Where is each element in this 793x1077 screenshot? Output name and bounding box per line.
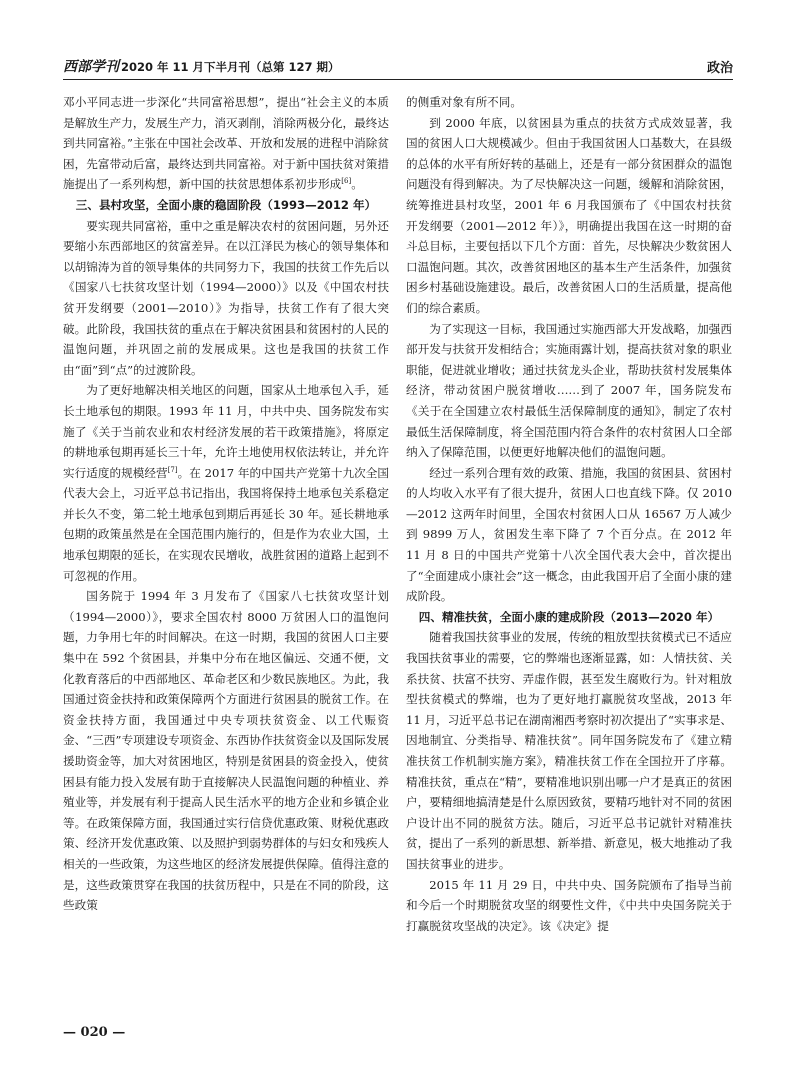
paragraph: 邓小平同志进一步深化“共同富裕思想”，提出“社会主义的本质是解放生产力，发展生产力，消灭剥削，消除两极分化，最终达到共同富裕。”主张在中国社会改革、开放和发展的进程中消除贫困，先富带动后富，最终达到共同富裕。对于新中国扶贫对策措施提出了一系列构想，新中国的扶贫思想体系初步形成[6]。 — [63, 95, 389, 192]
paragraph: 为了实现这一目标，我国通过实施西部大开发战略，加强西部开发与扶贫开发相结合；实施雨露计划，提高扶贫对象的职业职能，促进就业增收；通过扶贫龙头企业，帮助扶贫村发展集体经济，带动贫困户脱贫增收……到了 2007 年，国务院发布《关于在全国建立农村最低生活保障制度的通知》，制定了农村最低生活保障制度，将全国范围内符合条件的农村贫困人口全部纳入了保障范围，以便更好地解决他们的温饱问题。 — [406, 321, 732, 460]
left-column — [63, 92, 389, 1022]
citation-ref: [6] — [341, 177, 352, 186]
paragraph: 经过一系列合理有效的政策、措施，我国的贫困县、贫困村的人均收入水平有了很大提升，贫困人口也直线下降。仅 2010—2012 这两年时间里，全国农村贫困人口从 16567 万人减少到 9899 万人，贫困发生率下降了 7 个百分点。在 2012 年 11 月 8 日的中国共产党第十八次全国代表大会中，首次提出了“全面建成小康社会”这一概念，由此我国开启了全面小康的建成阶段。 — [406, 465, 732, 604]
journal-logo: 西部学刊 — [63, 59, 119, 75]
section-heading: 四、精准扶贫，全面小康的建成阶段（2013—2020 年） — [418, 609, 720, 624]
citation-ref: [7] — [167, 465, 178, 474]
paragraph: 要实现共同富裕，重中之重是解决农村的贫困问题，另外还要缩小东西部地区的贫富差异。在以江泽民为核心的领导集体和以胡锦涛为首的领导集体的共同努力下，我国的扶贫工作先后以《国家八七扶贫攻坚计划（1994—2000）》以及《中国农村扶贫开发纲要（2001—2010）》为指导，扶贫工作有了很大突破。此阶段，我国扶贫的重点在于解决贫困县和贫困村的人民的温饱问题，并巩固之前的发展成果。这也是我国的扶贫工作由“面”到“点”的过渡阶段。 — [63, 218, 389, 377]
header-left — [63, 56, 340, 76]
page-header — [63, 54, 733, 80]
section-name: 政治 — [706, 61, 733, 76]
right-column — [406, 92, 732, 1022]
paragraph: 为了更好地解决相关地区的问题，国家从土地承包入手，延长土地承包的期限。1993 年 11 月，中共中央、国务院发布实施了《关于当前农业和农村经济发展的若干政策措施》，将原定的耕地承包期再延长三十年，允许土地使用权依法转让，并允许实行适度的规模经营[7]。在 2017 年的中国共产党第十九次全国代表大会上，习近平总书记指出，我国将保持土地承包关系稳定并长久不变，第二轮土地承包到期后再延长 30 年。延长耕地承包期的政策虽然是在全国范围内施行的，但是作为农业大国，土地承包期限的延长，在实现农民增收，战胜贫困的道路上起到不可忽视的作用。 — [63, 383, 389, 583]
section-heading: 三、县村攻坚，全面小康的稳固阶段（1993—2012 年） — [75, 197, 377, 212]
paragraph: 的侧重对象有所不同。 — [406, 95, 522, 109]
paragraph: 2015 年 11 月 29 日，中共中央、国务院颁布了指导当前和今后一个时期脱贫攻坚的纲要性文件，《中共中央国务院关于打赢脱贫攻坚战的决定》。该《决定》提 — [406, 877, 732, 933]
paragraph: 随着我国扶贫事业的发展，传统的粗放型扶贫模式已不适应我国扶贫事业的需要，它的弊端也逐渐显露，如：人情扶贫、关系扶贫、扶富不扶穷、弄虚作假，甚至发生腐败行为。针对粗放型扶贫模式的弊端，也为了更好地打赢脱贫攻坚战，2013 年 11 月，习近平总书记在湖南湘西考察时初次提出了“实事求是、因地制宜、分类指导、精准扶贫”。同年国务院发布了《建立精准扶贫工作机制实施方案》，精准扶贫工作在全国拉开了序幕。精准扶贫，重点在“精”，要精准地识别出哪一户才是真正的贫困户，要精细地搞清楚是什么原因致贫，要精巧地针对不同的贫困户设计出不同的脱贫方法。随后，习近平总书记就针对精准扶贫，提出了一系列的新思想、新举措、新意见，极大地推动了我国扶贫事业的进步。 — [406, 630, 732, 871]
issue-info: 2020 年 11 月下半月刊（总第 127 期） — [121, 60, 340, 74]
paragraph: 到 2000 年底，以贫困县为重点的扶贫方式成效显著，我国的贫困人口大规模减少。但由于我国贫困人口基数大，在县级的总体的水平有所好转的基础上，还是有一部分贫困群众的温饱问题没有得到解决。为了尽快解决这一问题，缓解和消除贫困，统筹推进县村攻坚，2001 年 6 月我国颁布了《中国农村扶贫开发纲要（2001—2012 年）》，明确提出我国在这一时期的奋斗总目标，主要包括以下几个方面：首先，尽快解决少数贫困人口温饱问题。其次，改善贫困地区的基本生产生活条件，加强贫困乡村基础设施建设。最后，改善贫困人口的生活质量，提高他们的综合素质。 — [406, 115, 732, 315]
paragraph: 国务院于 1994 年 3 月发布了《国家八七扶贫攻坚计划（1994—2000）》，要求全国农村 8000 万贫困人口的温饱问题，力争用七年的时间解决。在这一时期，我国的贫困人口主要集中在 592 个贫困县，并集中分布在地区偏远、交通不便，文化教育落后的中西部地区、革命老区和少数民族地区。为此，我国通过资金扶持和政策保障两个方面进行贫困县的脱贫工作。在资金扶持方面，我国通过中央专项扶贫资金、以工代赈资金、“三西”专项建设专项资金、东西协作扶贫资金以及国际发展援助资金等，加大对贫困地区，特别是贫困县的资金投入，使贫困县有能力投入发展有助于直接解决人民温饱问题的种植业、养殖业等，并发展有利于提高人民生活水平的地方企业和乡镇企业等。在政策保障方面，我国通过实行信贷优惠政策、财税优惠政策、经济开发优惠政策、以及照护到弱势群体的与妇女和残疾人相关的一些政策，为这些地区的经济发展提供保障。值得注意的是，这些政策贯穿在我国的扶贫历程中，只是在不同的阶段，这些政策 — [63, 589, 389, 913]
page-number: — 020 — — [63, 1025, 126, 1040]
